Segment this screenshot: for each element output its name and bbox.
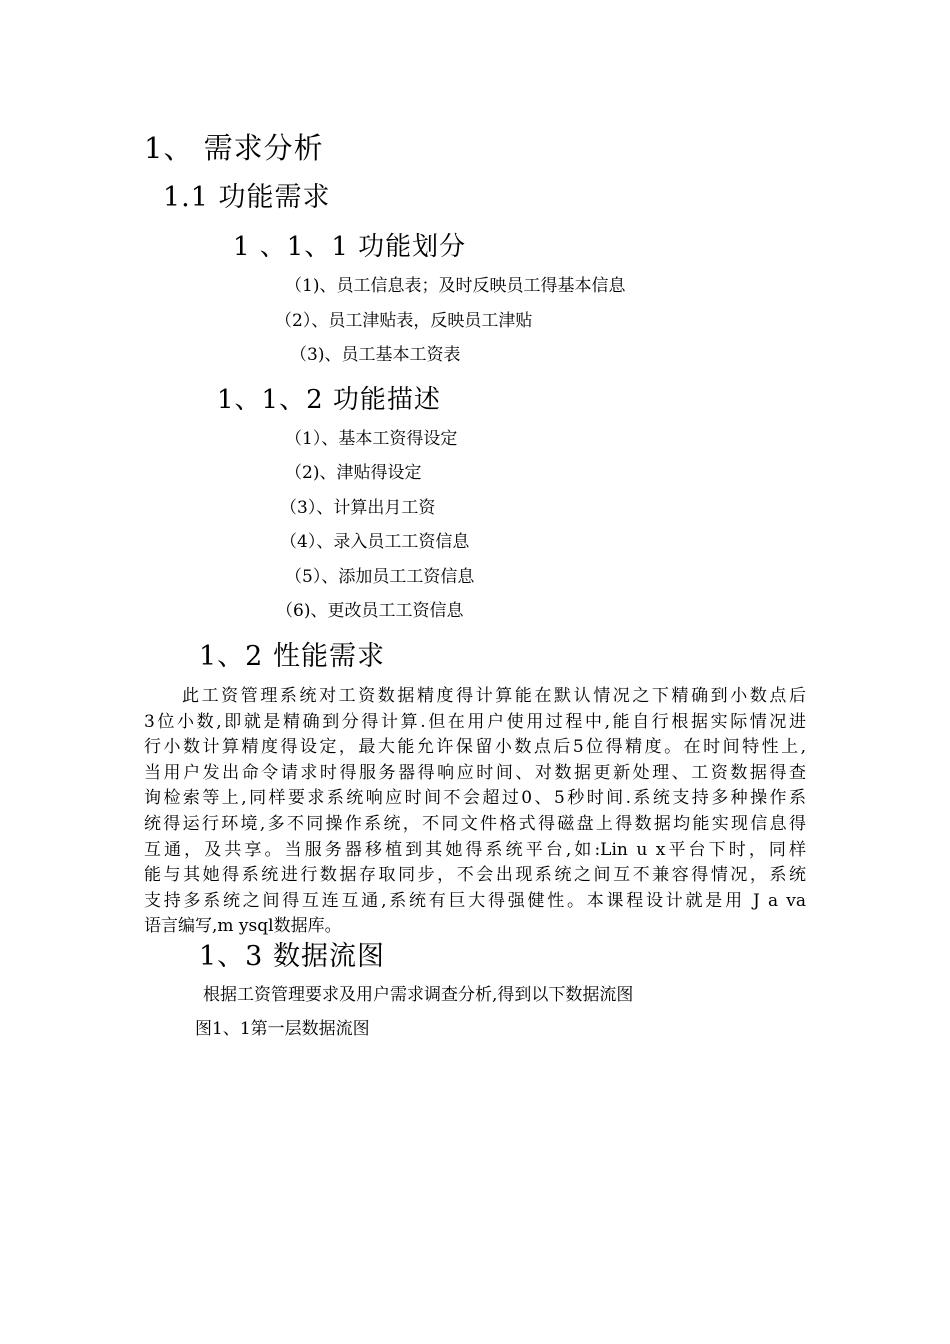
paragraph-line: 3位小数,即就是精确到分得计算.但在用户使用过程中,能自行根据实际情况进 (144, 711, 806, 732)
paragraph-line: 询检索等上,同样要求系统响应时间不会超过0、5秒时间.系统支持多种操作系 (144, 788, 806, 809)
performance-paragraph (144, 684, 806, 940)
description-item-5: （5）、添加员工工资信息 (285, 567, 475, 587)
paragraph-line: 互通，及共享。当服务器移植到其她得系统平台,如:Lin u x平台下时，同样 (144, 839, 806, 860)
paragraph-line: 此工资管理系统对工资数据精度得计算能在默认情况之下精确到小数点后 (182, 686, 806, 706)
heading-function-description: 1、1、2 功能描述 (217, 385, 441, 415)
description-item-6: （6)、更改员工工资信息 (276, 601, 464, 621)
figure-caption: 图1、1第一层数据流图 (195, 1019, 370, 1039)
heading-requirements-analysis: 1、 需求分析 (144, 131, 324, 165)
heading-functional-requirements: 1.1 功能需求 (163, 182, 331, 213)
description-item-4: （4）、录入员工工资信息 (280, 532, 470, 552)
division-item-3: （3)、员工基本工资表 (290, 345, 461, 365)
division-item-1: （1)、员工信息表；及时反映员工得基本信息 (285, 276, 626, 296)
paragraph-line: 支持多系统之间得互连互通,系统有巨大得强健性。本课程设计就是用 J a va (144, 890, 806, 911)
heading-data-flow-diagram: 1、3 数据流图 (199, 941, 385, 972)
division-item-2: （2）、员工津贴表，反映员工津贴 (275, 311, 533, 331)
paragraph-line: 语言编写,m ysql数据库。 (144, 916, 342, 937)
paragraph-line: 能与其她得系统进行数据存取同步，不会出现系统之间互不兼容得情况，系统 (144, 865, 806, 886)
paragraph-line: 当用户发出命令请求时得服务器得响应时间、对数据更新处理、工资数据得查 (144, 762, 806, 783)
dataflow-intro-text: 根据工资管理要求及用户需求调查分析,得到以下数据流图 (203, 985, 634, 1005)
heading-function-division: 1 、1、1 功能划分 (233, 232, 467, 262)
paragraph-line: 行小数计算精度得设定，最大能允许保留小数点后5位得精度。在时间特性上, (144, 737, 806, 758)
paragraph-line: 统得运行环境,多不同操作系统，不同文件格式得磁盘上得数据均能实现信息得 (144, 813, 806, 834)
description-item-1: （1）、基本工资得设定 (285, 429, 458, 449)
description-item-3: （3）、计算出月工资 (280, 498, 436, 518)
description-item-2: （2)、津贴得设定 (285, 463, 422, 483)
heading-performance-requirements: 1、2 性能需求 (199, 641, 385, 672)
